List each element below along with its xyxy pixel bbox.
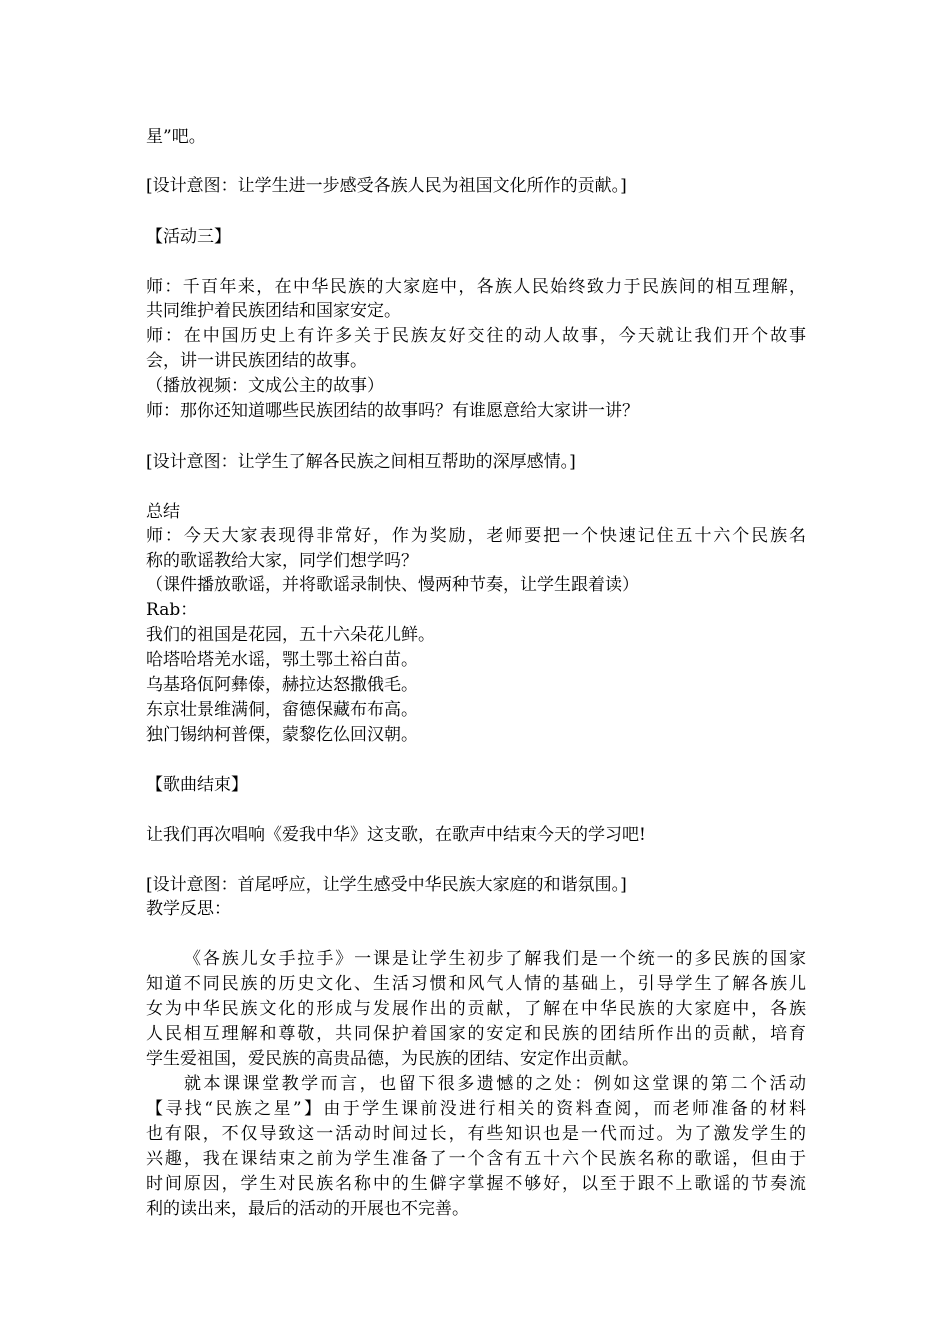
design-intent-line: [设计意图：让学生了解各民族之间相互帮助的深厚感情。]: [146, 452, 576, 472]
paragraph-line: 就本课课堂教学而言，也留下很多遗憾的之处：例如这堂课的第二个活动: [184, 1074, 806, 1094]
design-intent-line: [设计意图：首尾呼应，让学生感受中华民族大家庭的和谐氛围。]: [146, 875, 627, 895]
text-line: 共同维护着民族团结和国家安定。: [146, 301, 401, 321]
song-line: 哈塔哈塔羌水谣，鄂土鄂土裕白苗。: [146, 650, 418, 670]
text-line: 星”吧。: [146, 127, 206, 147]
paragraph-line: 时间原因，学生对民族名称中的生僻字掌握不够好，以至于跟不上歌谣的节奏流: [146, 1174, 806, 1194]
section-heading: 总结: [146, 502, 180, 522]
text-line: 称的歌谣教给大家，同学们想学吗？: [146, 551, 418, 571]
text-line: 师：今天大家表现得非常好，作为奖励，老师要把一个快速记住五十六个民族名: [146, 526, 806, 546]
song-line: 独门锡纳柯普傈，蒙黎仡仫回汉朝。: [146, 725, 418, 745]
design-intent-line: [设计意图：让学生进一步感受各族人民为祖国文化所作的贡献。]: [146, 176, 627, 196]
text-line: 师：那你还知道哪些民族团结的故事吗？有谁愿意给大家讲一讲？: [146, 401, 639, 421]
text-line: Rab：: [146, 600, 198, 620]
text-line: 会，讲一讲民族团结的故事。: [146, 351, 367, 371]
text-line: 让我们再次唱响《爱我中华》这支歌，在歌声中结束今天的学习吧!: [146, 825, 646, 845]
section-heading: 【歌曲结束】: [146, 775, 248, 795]
paragraph-line: 学生爱祖国，爱民族的高贵品德，为民族的团结、安定作出贡献。: [146, 1049, 639, 1069]
paragraph-line: 《各族儿女手拉手》一课是让学生初步了解我们是一个统一的多民族的国家: [184, 949, 806, 969]
text-line: 师：在中国历史上有许多关于民族友好交往的动人故事，今天就让我们开个故事: [146, 326, 806, 346]
paragraph-line: 也有限，不仅导致这一活动时间过长，有些知识也是一代而过。为了激发学生的: [146, 1124, 806, 1144]
paragraph-line: 兴趣，我在课结束之前为学生准备了一个含有五十六个民族名称的歌谣，但由于: [146, 1149, 806, 1169]
paragraph-line: 【寻找“民族之星”】由于学生课前没进行相关的资料查阅，而老师准备的材料: [146, 1099, 806, 1119]
paragraph-line: 知道不同民族的历史文化、生活习惯和风气人情的基础上，引导学生了解各族儿: [146, 974, 806, 994]
song-line: 东京壮景维满侗，畲德保藏布布高。: [146, 700, 418, 720]
text-line: （播放视频：文成公主的故事）: [146, 376, 384, 396]
section-heading: 教学反思：: [146, 899, 231, 919]
paragraph-line: 人民相互理解和尊敬，共同保护着国家的安定和民族的团结所作出的贡献，培育: [146, 1024, 806, 1044]
paragraph-line: 女为中华民族文化的形成与发展作出的贡献，了解在中华民族的大家庭中，各族: [146, 999, 806, 1019]
text-line: 师：千百年来，在中华民族的大家庭中，各族人民始终致力于民族间的相互理解，: [146, 277, 806, 297]
paragraph-line: 利的读出来，最后的活动的开展也不完善。: [146, 1199, 469, 1219]
song-line: 我们的祖国是花园，五十六朵花儿鲜。: [146, 625, 435, 645]
text-line: （课件播放歌谣，并将歌谣录制快、慢两种节奏，让学生跟着读）: [146, 575, 639, 595]
song-line: 乌基珞佤阿彝傣，赫拉达怒撒俄毛。: [146, 675, 418, 695]
section-heading: 【活动三】: [146, 227, 231, 247]
